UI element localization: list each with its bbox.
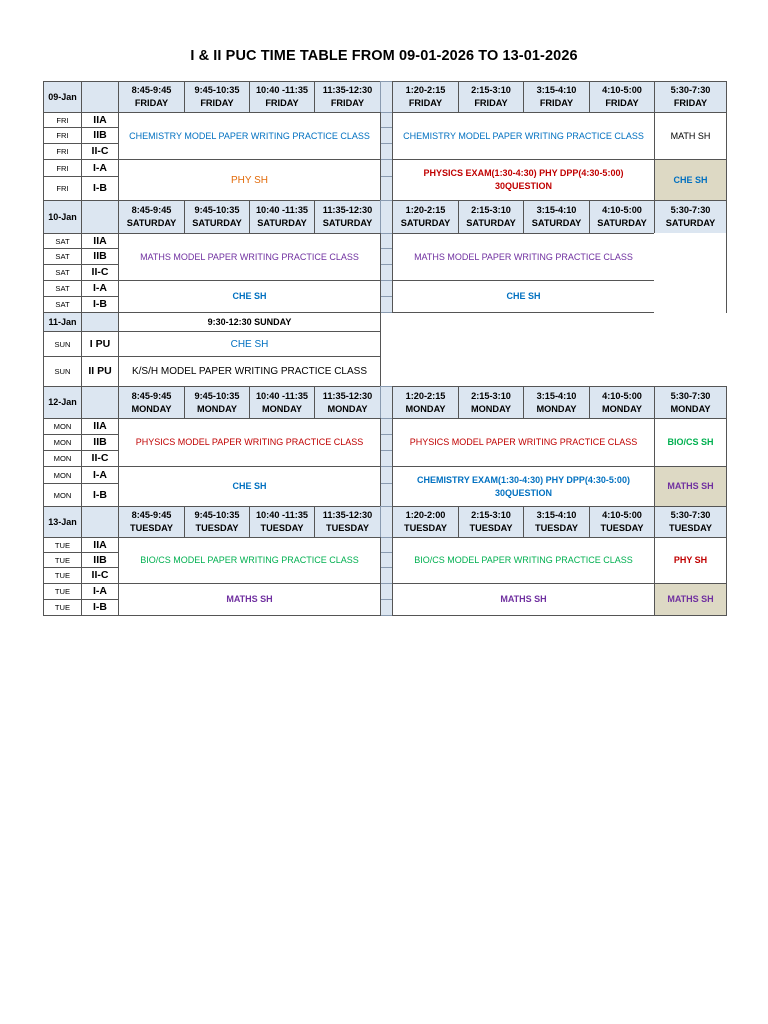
class-cell: II-C xyxy=(81,450,119,467)
time-slot-header-line-2: TUESDAY xyxy=(260,523,304,533)
fri-ii-morning: CHEMISTRY MODEL PAPER WRITING PRACTICE CLASS xyxy=(118,112,381,160)
tue-i-evening: MATHS SH xyxy=(654,583,727,616)
time-slot-header-line-2: MONDAY xyxy=(670,403,711,414)
time-slot-header-line-2: FRIDAY xyxy=(539,98,574,108)
time-slot-header-line-1: 9:45-10:35 xyxy=(194,85,240,95)
time-slot-header-line-1: 2:15-3:10 xyxy=(471,390,511,401)
sat-i-morning: CHE SH xyxy=(118,280,381,313)
time-slot-header xyxy=(249,386,315,419)
day-abbr-cell: SAT xyxy=(43,248,82,265)
time-slot-header-line-2: FRIDAY xyxy=(330,98,365,108)
class-header-cell xyxy=(81,200,119,234)
time-slot-header xyxy=(654,506,727,538)
class-cell: I PU xyxy=(81,331,119,357)
class-cell: IIB xyxy=(81,552,119,568)
mon-ii-morning: PHYSICS MODEL PAPER WRITING PRACTICE CLASS xyxy=(118,418,381,467)
class-header-cell xyxy=(81,312,119,332)
fri-i-afternoon xyxy=(392,159,655,201)
time-slot-header xyxy=(184,200,250,234)
class-cell: I-A xyxy=(81,159,119,177)
time-slot-header-line-2: TUESDAY xyxy=(600,523,644,533)
day-abbr-cell: TUE xyxy=(43,583,82,600)
tue-i-afternoon: MATHS SH xyxy=(392,583,655,616)
fri-i-morning: PHY SH xyxy=(118,159,381,201)
time-slot-header xyxy=(118,200,185,234)
fri-ii-afternoon: CHEMISTRY MODEL PAPER WRITING PRACTICE CLASS xyxy=(392,112,655,160)
fri-i-afternoon-line-1: PHYSICS EXAM(1:30-4:30) PHY DPP(4:30-5:00) xyxy=(423,168,624,178)
time-slot-header-line-1: 5:30-7:30 xyxy=(670,85,711,95)
time-slot-header xyxy=(523,506,590,538)
day-abbr-cell: FRI xyxy=(43,112,82,128)
time-slot-header xyxy=(589,386,655,419)
fri-ii-evening: MATH SH xyxy=(654,112,727,160)
time-slot-header xyxy=(392,200,459,234)
day-abbr-cell: SUN xyxy=(43,331,82,357)
time-slot-header xyxy=(458,81,524,113)
time-slot-header xyxy=(523,81,590,113)
time-slot-header-line-1: 11:35-12:30 xyxy=(322,510,373,520)
time-slot-header-line-1: 1:20-2:15 xyxy=(405,205,446,215)
time-slot-header-line-2: FRIDAY xyxy=(200,98,234,108)
time-slot-header-line-1: 11:35-12:30 xyxy=(322,85,373,95)
sat-evening-empty xyxy=(654,233,727,313)
mon-i-afternoon xyxy=(392,466,655,507)
mon-i-morning: CHE SH xyxy=(118,466,381,507)
time-slot-header xyxy=(249,81,315,113)
time-slot-header xyxy=(249,506,315,538)
time-slot-header xyxy=(392,81,459,113)
sat-i-afternoon: CHE SH xyxy=(392,280,655,313)
time-slot-header-line-2: SATURDAY xyxy=(466,218,516,228)
date-cell: 10-Jan xyxy=(43,200,82,234)
time-slot-header xyxy=(184,386,250,419)
time-slot-header-line-1: 3:15-4:10 xyxy=(536,510,577,520)
time-slot-header-line-2: MONDAY xyxy=(197,403,237,414)
time-slot-header xyxy=(314,506,381,538)
time-slot-header-line-1: 8:45-9:45 xyxy=(131,390,172,401)
time-slot-header xyxy=(118,506,185,538)
time-slot-header-line-2: TUESDAY xyxy=(668,523,713,533)
time-slot-header xyxy=(458,200,524,234)
class-cell: IIA xyxy=(81,418,119,435)
time-slot-header xyxy=(589,81,655,113)
time-slot-header-line-2: SATURDAY xyxy=(597,218,647,228)
day-abbr-cell: SAT xyxy=(43,296,82,313)
time-slot-header-line-2: SATURDAY xyxy=(322,218,373,228)
day-abbr-cell: FRI xyxy=(43,159,82,177)
time-slot-header-line-2: SATURDAY xyxy=(257,218,307,228)
day-abbr-cell: SAT xyxy=(43,280,82,297)
tue-ii-morning: BIO/CS MODEL PAPER WRITING PRACTICE CLASS xyxy=(118,537,381,584)
time-slot-header-line-1: 1:20-2:00 xyxy=(405,510,446,520)
mon-ii-afternoon: PHYSICS MODEL PAPER WRITING PRACTICE CLASS xyxy=(392,418,655,467)
time-slot-header xyxy=(184,81,250,113)
time-slot-header-line-1: 10:40 -11:35 xyxy=(255,205,309,215)
time-slot-header xyxy=(249,200,315,234)
sat-ii-afternoon: MATHS MODEL PAPER WRITING PRACTICE CLASS xyxy=(392,233,655,281)
time-slot-header-line-2: TUESDAY xyxy=(403,523,448,533)
day-abbr-cell: FRI xyxy=(43,176,82,201)
time-slot-header-line-1: 9:45-10:35 xyxy=(194,390,240,401)
time-slot-header-line-2: TUESDAY xyxy=(195,523,239,533)
time-slot-header-line-1: 5:30-7:30 xyxy=(670,510,711,520)
time-slot-header xyxy=(589,506,655,538)
time-slot-header xyxy=(458,506,524,538)
time-slot-header-line-2: FRIDAY xyxy=(134,98,169,108)
time-slot-header-line-2: SATURDAY xyxy=(531,218,582,228)
mon-i-afternoon-line-2: 30QUESTION xyxy=(494,487,552,498)
time-slot-header-line-2: FRIDAY xyxy=(265,98,299,108)
time-slot-header-line-1: 8:45-9:45 xyxy=(131,205,172,215)
time-slot-header-line-2: FRIDAY xyxy=(605,98,639,108)
class-cell: IIA xyxy=(81,112,119,128)
time-slot-header-line-1: 8:45-9:45 xyxy=(131,510,172,520)
time-slot-header-line-1: 2:15-3:10 xyxy=(471,85,511,95)
class-cell: IIB xyxy=(81,248,119,265)
time-slot-header-line-1: 9:45-10:35 xyxy=(194,510,240,520)
tue-ii-afternoon: BIO/CS MODEL PAPER WRITING PRACTICE CLASS xyxy=(392,537,655,584)
time-slot-header-line-1: 11:35-12:30 xyxy=(322,205,373,215)
time-slot-header-line-1: 3:15-4:10 xyxy=(536,205,577,215)
class-cell: I-A xyxy=(81,280,119,297)
time-slot-header xyxy=(118,81,185,113)
time-slot-header-line-1: 4:10-5:00 xyxy=(602,85,642,95)
class-cell: I-B xyxy=(81,296,119,313)
time-slot-header-line-2: MONDAY xyxy=(471,403,511,414)
date-cell: 12-Jan xyxy=(43,386,82,419)
day-abbr-cell: TUE xyxy=(43,599,82,616)
time-slot-header-line-1: 2:15-3:10 xyxy=(471,510,511,520)
time-slot-header-line-1: 10:40 -11:35 xyxy=(255,85,309,95)
day-abbr-cell: FRI xyxy=(43,143,82,160)
time-slot-header xyxy=(523,386,590,419)
sun-i-pu: CHE SH xyxy=(118,331,381,357)
time-slot-header xyxy=(184,506,250,538)
time-slot-header xyxy=(392,506,459,538)
time-slot-header xyxy=(523,200,590,234)
day-abbr-cell: MON xyxy=(43,418,82,435)
day-abbr-cell: TUE xyxy=(43,567,82,584)
class-cell: I-A xyxy=(81,583,119,600)
sunday-header: 9:30-12:30 SUNDAY xyxy=(118,312,381,332)
class-header-cell xyxy=(81,506,119,538)
class-header-cell xyxy=(81,386,119,419)
day-abbr-cell: TUE xyxy=(43,537,82,553)
class-cell: I-B xyxy=(81,483,119,507)
class-cell: I-A xyxy=(81,466,119,484)
time-slot-header-line-1: 11:35-12:30 xyxy=(322,390,373,401)
day-abbr-cell: SUN xyxy=(43,356,82,387)
tue-i-morning: MATHS SH xyxy=(118,583,381,616)
time-slot-header-line-2: TUESDAY xyxy=(129,523,174,533)
tue-ii-evening: PHY SH xyxy=(654,537,727,584)
date-cell: 09-Jan xyxy=(43,81,82,113)
class-cell: IIB xyxy=(81,434,119,451)
time-slot-header-line-2: MONDAY xyxy=(405,403,446,414)
day-abbr-cell: TUE xyxy=(43,552,82,568)
time-slot-header-line-2: MONDAY xyxy=(262,403,302,414)
time-slot-header-line-1: 1:20-2:15 xyxy=(405,85,446,95)
time-slot-header-line-1: 5:30-7:30 xyxy=(670,205,711,215)
class-cell: IIA xyxy=(81,537,119,553)
time-slot-header xyxy=(654,81,727,113)
mon-ii-evening: BIO/CS SH xyxy=(654,418,727,467)
time-slot-header xyxy=(589,200,655,234)
sun-ii-pu: K/S/H MODEL PAPER WRITING PRACTICE CLASS xyxy=(118,356,381,387)
time-slot-header-line-2: TUESDAY xyxy=(534,523,579,533)
time-slot-header xyxy=(314,200,381,234)
day-abbr-cell: FRI xyxy=(43,127,82,144)
time-slot-header-line-1: 4:10-5:00 xyxy=(602,390,642,401)
time-slot-header-line-2: MONDAY xyxy=(536,403,577,414)
time-slot-header xyxy=(458,386,524,419)
time-slot-header xyxy=(118,386,185,419)
time-slot-header-line-2: FRIDAY xyxy=(408,98,443,108)
time-slot-header-line-1: 8:45-9:45 xyxy=(131,85,172,95)
class-cell: II-C xyxy=(81,264,119,281)
fri-i-evening: CHE SH xyxy=(654,159,727,201)
mon-i-afternoon-line-1: CHEMISTRY EXAM(1:30-4:30) PHY DPP(4:30-5:00) xyxy=(417,474,630,485)
mon-i-evening: MATHS SH xyxy=(654,466,727,507)
day-abbr-cell: SAT xyxy=(43,233,82,249)
class-cell: I-B xyxy=(81,176,119,201)
time-slot-header-line-1: 5:30-7:30 xyxy=(670,390,711,401)
time-slot-header-line-1: 10:40 -11:35 xyxy=(255,510,309,520)
time-slot-header xyxy=(392,386,459,419)
time-slot-header-line-1: 1:20-2:15 xyxy=(405,390,446,401)
date-cell: 11-Jan xyxy=(43,312,82,332)
time-slot-header-line-2: MONDAY xyxy=(131,403,172,414)
time-slot-header-line-1: 3:15-4:10 xyxy=(536,390,577,401)
time-slot-header-line-2: SATURDAY xyxy=(400,218,451,228)
day-abbr-cell: MON xyxy=(43,466,82,484)
time-slot-header-line-2: SATURDAY xyxy=(192,218,242,228)
time-slot-header xyxy=(314,386,381,419)
time-slot-header-line-1: 2:15-3:10 xyxy=(471,205,511,215)
time-slot-header-line-2: FRIDAY xyxy=(673,98,708,108)
time-slot-header-line-2: TUESDAY xyxy=(325,523,370,533)
time-slot-header-line-1: 10:40 -11:35 xyxy=(255,390,309,401)
day-abbr-cell: MON xyxy=(43,434,82,451)
time-slot-header xyxy=(314,81,381,113)
time-slot-header-line-2: FRIDAY xyxy=(474,98,508,108)
time-slot-header-line-2: MONDAY xyxy=(327,403,368,414)
class-cell: I-B xyxy=(81,599,119,616)
time-slot-header-line-2: SATURDAY xyxy=(126,218,177,228)
time-slot-header-line-1: 4:10-5:00 xyxy=(602,205,642,215)
time-slot-header xyxy=(654,386,727,419)
time-slot-header xyxy=(654,200,727,234)
date-cell: 13-Jan xyxy=(43,506,82,538)
time-slot-header-line-2: SATURDAY xyxy=(665,218,716,228)
fri-i-afternoon-line-2: 30QUESTION xyxy=(494,181,552,191)
time-slot-header-line-1: 9:45-10:35 xyxy=(194,205,240,215)
time-slot-header-line-1: 3:15-4:10 xyxy=(536,85,577,95)
day-abbr-cell: MON xyxy=(43,483,82,507)
class-header-cell xyxy=(81,81,119,113)
page-title: I & II PUC TIME TABLE FROM 09-01-2026 TO 13-01-2026 xyxy=(190,48,578,64)
day-abbr-cell: SAT xyxy=(43,264,82,281)
class-cell: II-C xyxy=(81,567,119,584)
time-slot-header-line-1: 4:10-5:00 xyxy=(602,510,642,520)
class-cell: II-C xyxy=(81,143,119,160)
time-slot-header-line-2: MONDAY xyxy=(602,403,642,414)
class-cell: IIB xyxy=(81,127,119,144)
time-slot-header-line-2: TUESDAY xyxy=(469,523,513,533)
class-cell: IIA xyxy=(81,233,119,249)
sat-ii-morning: MATHS MODEL PAPER WRITING PRACTICE CLASS xyxy=(118,233,381,281)
day-abbr-cell: MON xyxy=(43,450,82,467)
class-cell: II PU xyxy=(81,356,119,387)
